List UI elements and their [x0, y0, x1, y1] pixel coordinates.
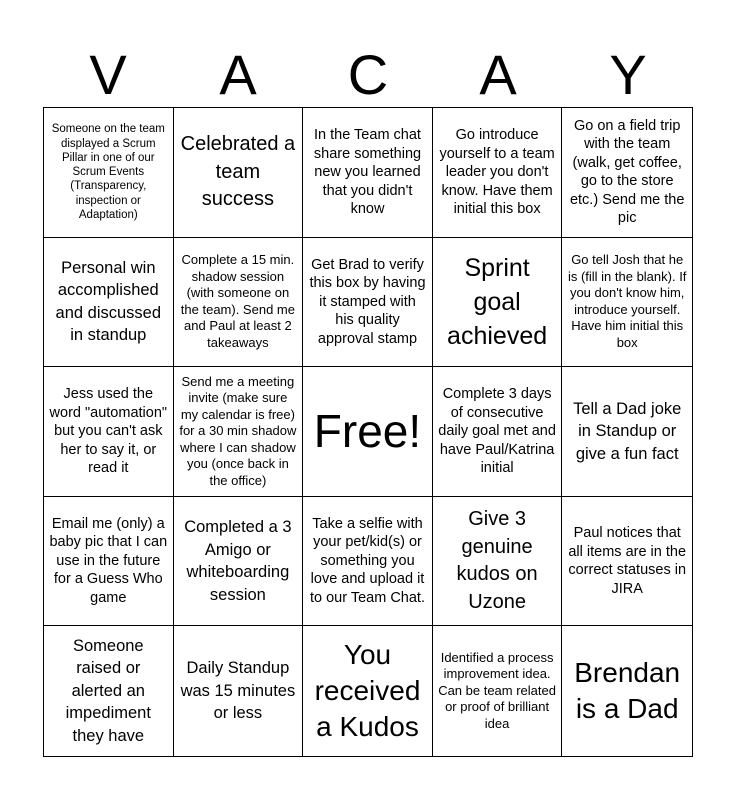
bingo-cell-r2c4[interactable]	[433, 238, 563, 368]
header-letter-c: C	[347, 43, 389, 106]
bingo-cell-r1c3[interactable]	[303, 108, 433, 238]
bingo-cell-r3c2[interactable]	[174, 367, 304, 497]
header-letter-a: A	[219, 43, 257, 106]
bingo-cell-r4c5[interactable]	[562, 497, 692, 627]
bingo-cell-r2c2[interactable]	[174, 238, 304, 368]
bingo-header	[43, 44, 693, 106]
header-letter-a: A	[479, 43, 517, 106]
bingo-cell-r5c4[interactable]	[433, 626, 563, 756]
bingo-cell-text: You received a Kudos	[314, 639, 421, 743]
bingo-cell-text: Paul notices that all items are in the correct statuses in JIRA	[568, 525, 687, 597]
bingo-board	[43, 107, 693, 757]
bingo-cell-text: Brendan is a Dad	[574, 657, 681, 725]
bingo-cell-text: Give 3 genuine kudos on Uzone	[456, 508, 538, 613]
bingo-cell-text: Completed a 3 Amigo or whiteboarding session	[184, 518, 292, 604]
bingo-cell-r5c1[interactable]	[44, 626, 174, 756]
bingo-cell-r4c2[interactable]	[174, 497, 304, 627]
bingo-cell-r1c5[interactable]	[562, 108, 692, 238]
bingo-cell-text: Email me (only) a baby pic that I can use in the future for a Guess Who game	[49, 516, 168, 606]
free-space-text: Free!	[313, 405, 422, 458]
bingo-cell-text: Someone raised or alerted an impediment they have	[65, 636, 151, 745]
bingo-cell-text: Daily Standup was 15 minutes or less	[180, 659, 296, 723]
header-letter-y: Y	[609, 43, 647, 106]
bingo-cell-r4c3[interactable]	[303, 497, 433, 627]
bingo-cell-text: Sprint goal achieved	[447, 253, 548, 350]
bingo-cell-text: Go introduce yourself to a team leader you don't know. Have them initial this box	[439, 127, 555, 217]
bingo-cell-r1c4[interactable]	[433, 108, 563, 238]
bingo-cell-text: Celebrated a team success	[180, 133, 296, 211]
bingo-cell-r1c2[interactable]	[174, 108, 304, 238]
bingo-cell-text: Send me a meeting invite (make sure my calendar is free) for a 30 min shadow where I can shadow you (once back in the office)	[179, 373, 297, 488]
bingo-cell-r4c4[interactable]	[433, 497, 563, 627]
bingo-cell-r2c3[interactable]	[303, 238, 433, 368]
bingo-cell-text: Tell a Dad joke in Standup or give a fun fact	[573, 399, 682, 463]
header-letter-v: V	[89, 43, 127, 106]
bingo-cell-r2c5[interactable]	[562, 238, 692, 368]
bingo-cell-r1c1[interactable]	[44, 108, 174, 238]
bingo-cell-text: Personal win accomplished and discussed in standup	[55, 258, 162, 345]
bingo-cell-text: In the Team chat share something new you learned that you didn't know	[313, 127, 422, 217]
bingo-cell-text: Go on a field trip with the team (walk, get coffee, go to the store etc.) Send me the pic	[569, 118, 685, 227]
bingo-cell-text: Complete 3 days of consecutive daily goal met and have Paul/Katrina initial	[438, 386, 556, 477]
bingo-cell-r3c4[interactable]	[433, 367, 563, 497]
bingo-cell-text: Take a selfie with your pet/kid(s) or something you love and upload it to our Team Chat.	[309, 516, 425, 606]
bingo-cell-r5c2[interactable]	[174, 626, 304, 756]
bingo-cell-r3c1[interactable]	[44, 367, 174, 497]
free-space[interactable]	[303, 367, 433, 497]
bingo-cell-text: Complete a 15 min. shadow session (with someone on the team). Send me and Paul at least 2 takeaways	[180, 252, 295, 350]
bingo-cell-r4c1[interactable]	[44, 497, 174, 627]
bingo-cell-text: Get Brad to verify this box by having it stamped with his quality approval stamp	[309, 256, 426, 347]
bingo-cell-text: Someone on the team displayed a Scrum Pillar in one of our Scrum Events (Transparency, inspection or Adaptation)	[51, 123, 165, 222]
bingo-cell-text: Identified a process improvement idea. Can be team related or proof of brilliant idea	[438, 649, 556, 731]
bingo-cell-text: Go tell Josh that he is (fill in the blank). If you don't know him, introduce yourself. Have him initial this box	[567, 252, 687, 350]
bingo-cell-text: Jess used the word "automation" but you can't ask her to say it, or read it	[49, 386, 168, 477]
bingo-cell-r5c5[interactable]	[562, 626, 692, 756]
bingo-cell-r3c5[interactable]	[562, 367, 692, 497]
bingo-cell-r5c3[interactable]	[303, 626, 433, 756]
bingo-cell-r2c1[interactable]	[44, 238, 174, 368]
